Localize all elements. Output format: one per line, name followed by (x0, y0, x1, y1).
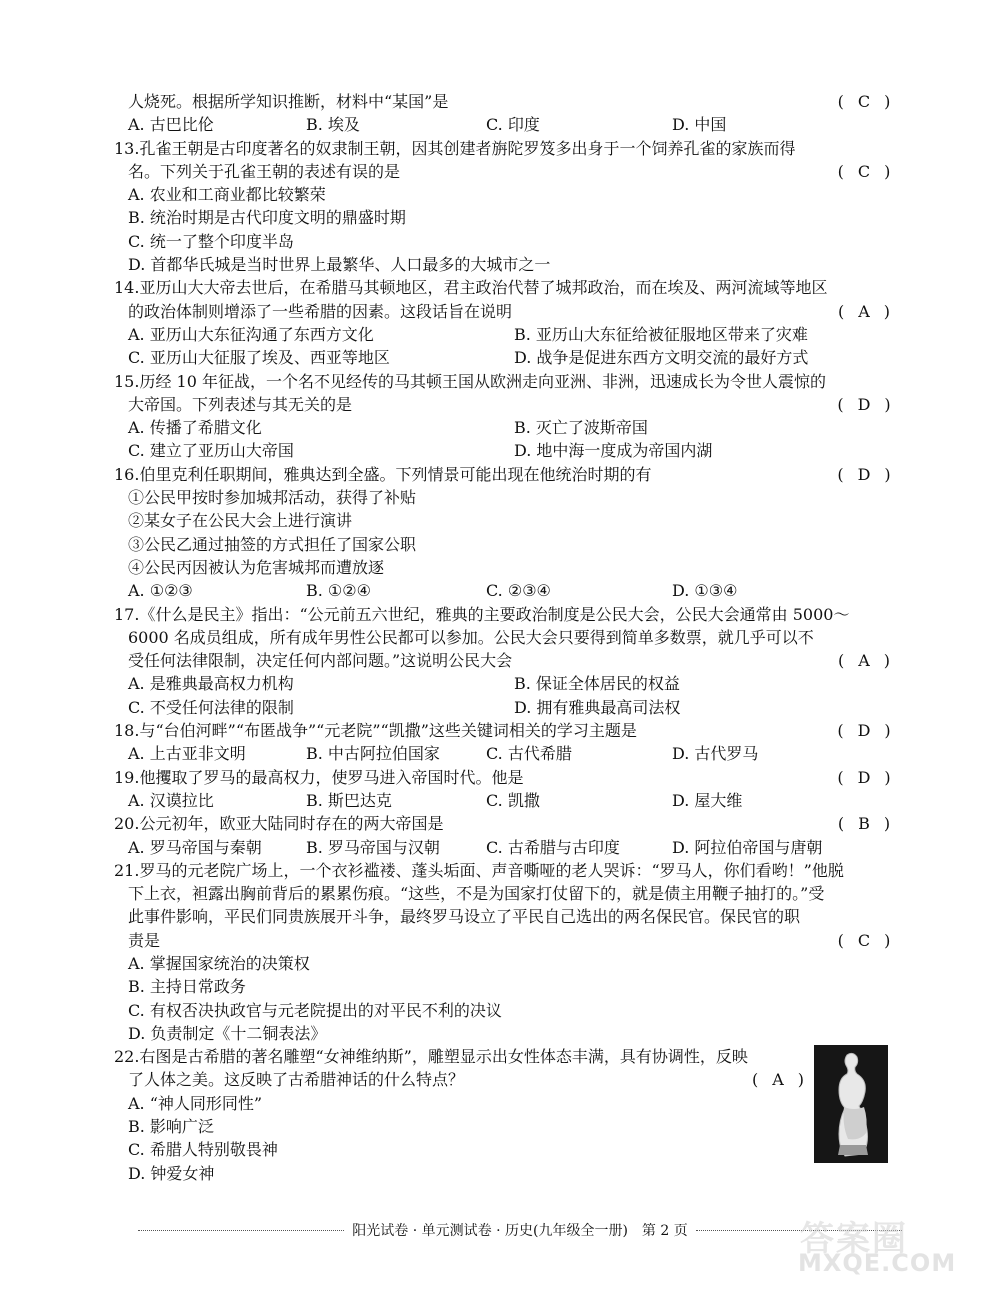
option: B. 埃及 (306, 115, 360, 135)
q13-stem-line: 13.孔雀王朝是古印度著名的奴隶制王朝，因其创建者旃陀罗笈多出身于一个饲养孔雀的家族而得 (114, 138, 796, 158)
q14-stem-line: 的政治体制则增添了一些希腊的因素。这段话旨在说明 ( A ) (128, 300, 900, 323)
q22-stem-line: 了人体之美。这反映了古希腊神话的什么特点？ ( A ) (128, 1068, 814, 1091)
option: B. 中古阿拉伯国家 (306, 744, 440, 764)
option: A. 汉谟拉比 (128, 790, 214, 810)
q18-stem-line: 18.与“台伯河畔”“布匿战争”“元老院”“凯撒”这些关键词相关的学习主题是 ( D ) (128, 719, 900, 742)
watermark-logo: 答案圈 (800, 1219, 908, 1259)
question-number: 22. (114, 1047, 140, 1067)
q16-options (128, 579, 900, 602)
option: C. 亚历山大征服了埃及、西亚等地区 (128, 348, 390, 368)
option: D. 负责制定《十二铜表法》 (128, 1023, 327, 1043)
q21-stem-line: 责是 ( C ) (128, 929, 900, 952)
q22-answer: ( A ) (751, 1070, 805, 1090)
option: C. ②③④ (486, 581, 551, 601)
q17-options (128, 696, 900, 719)
option: D. 钟爱女神 (128, 1163, 215, 1183)
statement-item: ①公民甲按时参加城邦活动，获得了补贴 (128, 488, 417, 508)
option: C. 统一了整个印度半岛 (128, 231, 294, 251)
q17-options (128, 672, 900, 695)
question-number: 18. (114, 721, 140, 741)
option: B. 保证全体居民的权益 (514, 674, 680, 694)
q19-options (128, 789, 900, 812)
option: A. 掌握国家统治的决策权 (128, 953, 310, 973)
option: C. 凯撒 (486, 790, 540, 810)
option: D. 中国 (672, 115, 727, 135)
q12-text: 人烧死。根据所学知识推断，材料中“某国”是 (128, 92, 449, 111)
option: C. 古希腊与古印度 (486, 837, 620, 857)
option: A. 上古亚非文明 (128, 744, 246, 764)
q21-stem-line: 21.罗马的元老院广场上，一个衣衫褴褛、蓬头垢面、声音嘶哑的老人哭诉：“罗马人，你们看哟！”他脱 (114, 860, 844, 880)
option: A. 传播了希腊文化 (128, 418, 262, 438)
q22-block (114, 1045, 900, 1185)
option: C. 印度 (486, 115, 540, 135)
option: A. 是雅典最高权力机构 (128, 674, 294, 694)
q12-options (128, 113, 900, 136)
watermark (790, 1211, 980, 1281)
statement-item: ④公民丙因被认为危害城邦而遭放逐 (128, 557, 385, 577)
q18-answer: ( D ) (837, 721, 891, 741)
watermark-url: MXQE.COM (798, 1249, 957, 1277)
q14-options (128, 346, 900, 369)
q14-answer: ( A ) (837, 301, 891, 321)
q19-answer: ( D ) (837, 767, 891, 787)
option: B. 灭亡了波斯帝国 (514, 418, 648, 438)
statement-item: ②某女子在公民大会上进行演讲 (128, 511, 353, 531)
q12-answer: ( C ) (837, 92, 891, 111)
option: B. 亚历山大东征给被征服地区带来了灾难 (514, 324, 808, 344)
q13-answer: ( C ) (837, 161, 891, 181)
q21-answer: ( C ) (837, 930, 891, 950)
q15-options (128, 416, 900, 439)
q17-answer: ( A ) (837, 651, 891, 671)
question-number: 15. (114, 371, 140, 391)
option: B. ①②④ (306, 581, 371, 601)
q17-stem-line: 受任何法律限制，决定任何内部问题。”这说明公民大会 ( A ) (128, 649, 900, 672)
option: D. 阿拉伯帝国与唐朝 (672, 837, 823, 857)
option: B. 影响广泛 (128, 1117, 214, 1137)
q16-answer: ( D ) (837, 464, 891, 484)
question-number: 13. (114, 138, 140, 158)
option: D. 首都华氏城是当时世界上最繁华、人口最多的大城市之一 (128, 255, 551, 275)
option: B. 统治时期是古代印度文明的鼎盛时期 (128, 208, 406, 228)
option: C. 建立了亚历山大帝国 (128, 441, 294, 461)
q22-stem-line: 22.右图是古希腊的著名雕塑“女神维纳斯”，雕塑显示出女性体态丰满，具有协调性，反映 (114, 1047, 748, 1067)
question-number: 17. (114, 604, 140, 624)
option: D. 拥有雅典最高司法权 (514, 697, 681, 717)
option: C. 不受任何法律的限制 (128, 697, 294, 717)
question-number: 16. (114, 464, 140, 484)
question-number: 21. (114, 860, 140, 880)
q17-stem-line: 6000 名成员组成，所有成年男性公民都可以参加。公民大会只要得到简单多数票，就几乎可以不 (128, 627, 814, 647)
q18-options (128, 742, 900, 765)
option: D. 地中海一度成为帝国内湖 (514, 441, 713, 461)
q20-options (128, 836, 900, 859)
q21-stem-line: 下上衣，袒露出胸前背后的累累伤痕。“这些，不是为国家打仗留下的，就是债主用鞭子抽打的。”受 (128, 884, 825, 904)
option: A. 罗马帝国与秦朝 (128, 837, 262, 857)
q15-options (128, 439, 900, 462)
option: D. ①③④ (672, 581, 738, 601)
question-number: 19. (114, 767, 140, 787)
q12-stem-line (128, 90, 900, 113)
option: A. ①②③ (128, 581, 193, 601)
q14-options (128, 323, 900, 346)
q19-stem-line: 19.他攫取了罗马的最高权力，使罗马进入帝国时代。他是 ( D ) (128, 766, 900, 789)
q14-stem-line: 14.亚历山大大帝去世后，在希腊马其顿地区，君主政治代替了城邦政治，而在埃及、两河流域等地区 (114, 278, 828, 298)
q17-stem-line: 17.《什么是民主》指出：“公元前五六世纪，雅典的主要政治制度是公民大会，公民大会通常由 5000～ (114, 604, 850, 624)
option: A. “神人同形同性” (128, 1093, 263, 1113)
q21-stem-line: 此事件影响，平民们同贵族展开斗争，最终罗马设立了平民自己选出的两名保民官。保民官的职 (128, 907, 801, 927)
q15-answer: ( D ) (837, 394, 891, 414)
option: B. 斯巴达克 (306, 790, 392, 810)
option: C. 希腊人特别敬畏神 (128, 1140, 278, 1160)
option: A. 古巴比伦 (128, 115, 214, 135)
q13-stem-line: 名。下列关于孔雀王朝的表述有误的是 ( C ) (128, 160, 900, 183)
option: A. 亚历山大东征沟通了东西方文化 (128, 324, 374, 344)
option: C. 有权否决执政官与元老院提出的对平民不利的决议 (128, 1000, 502, 1020)
q16-stem-line: 16.伯里克利任职期间，雅典达到全盛。下列情景可能出现在他统治时期的有 ( D ) (128, 463, 900, 486)
question-number: 20. (114, 814, 140, 834)
option: A. 农业和工商业都比较繁荣 (128, 185, 326, 205)
q15-stem-line: 大帝国。下列表述与其无关的是 ( D ) (128, 393, 900, 416)
option: D. 古代罗马 (672, 744, 759, 764)
footer-text: 阳光试卷 · 单元测试卷 · 历史(九年级全一册) 第 2 页 (352, 1223, 688, 1239)
option: D. 战争是促进东西方文明交流的最好方式 (514, 348, 809, 368)
question-list (114, 90, 900, 1185)
option: D. 屋大维 (672, 790, 743, 810)
venus-statue-image (814, 1045, 888, 1163)
q20-answer: ( B ) (837, 814, 891, 834)
option: C. 古代希腊 (486, 744, 572, 764)
option: B. 罗马帝国与汉朝 (306, 837, 440, 857)
footer-dotted-rule (138, 1230, 344, 1231)
option: B. 主持日常政务 (128, 977, 246, 997)
question-number: 14. (114, 278, 140, 298)
q20-stem-line: 20.公元初年，欧亚大陆同时存在的两大帝国是 ( B ) (128, 812, 900, 835)
q15-stem-line: 15.历经 10 年征战，一个名不见经传的马其顿王国从欧洲走向亚洲、非洲，迅速成长为令世人震惊的 (114, 371, 826, 391)
statement-item: ③公民乙通过抽签的方式担任了国家公职 (128, 534, 417, 554)
